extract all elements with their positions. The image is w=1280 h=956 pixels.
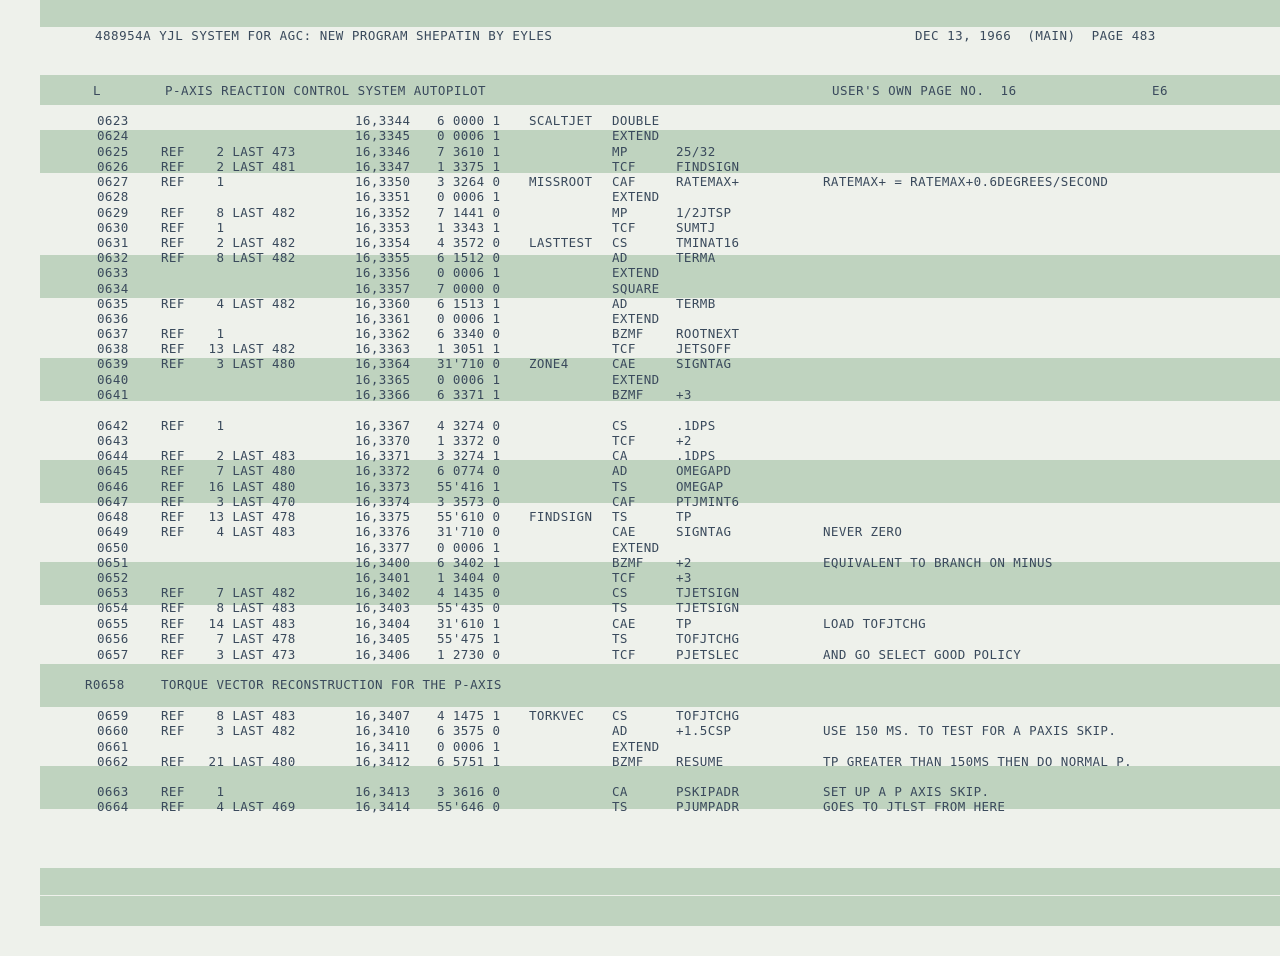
line-n: 0628 bbox=[97, 189, 129, 204]
line-op: TCF bbox=[612, 159, 636, 174]
line-n: 0642 bbox=[97, 418, 129, 433]
line-oct: 55'646 0 bbox=[437, 799, 501, 814]
line-op: EXTEND bbox=[612, 540, 660, 555]
line-loc: 16,3347 bbox=[355, 159, 411, 174]
listing-line bbox=[40, 494, 1240, 509]
line-addr: +3 bbox=[676, 387, 692, 402]
line-n: 0639 bbox=[97, 356, 129, 371]
line-loc: 16,3401 bbox=[355, 570, 411, 585]
line-loc: 16,3370 bbox=[355, 433, 411, 448]
line-n: 0624 bbox=[97, 128, 129, 143]
line-addr: RATEMAX+ bbox=[676, 174, 740, 189]
listing-line bbox=[40, 311, 1240, 326]
line-ref: REF 16 LAST 480 bbox=[161, 479, 296, 494]
listing-line bbox=[40, 509, 1240, 524]
line-addr: PSKIPADR bbox=[676, 784, 740, 799]
line-comment: USE 150 MS. TO TEST FOR A PAXIS SKIP. bbox=[823, 723, 1117, 738]
listing-line bbox=[40, 600, 1240, 615]
line-oct: 7 3610 1 bbox=[437, 144, 501, 159]
listing-line bbox=[40, 708, 1240, 723]
listing-line bbox=[40, 372, 1240, 387]
line-op: CA bbox=[612, 448, 628, 463]
line-n: 0641 bbox=[97, 387, 129, 402]
line-addr: TERMA bbox=[676, 250, 716, 265]
line-ref: REF 3 LAST 482 bbox=[161, 723, 296, 738]
line-label: FINDSIGN bbox=[529, 509, 593, 524]
line-op: CAE bbox=[612, 616, 636, 631]
line-op: TS bbox=[612, 631, 628, 646]
line-oct: 4 3572 0 bbox=[437, 235, 501, 250]
line-oct: 1 3051 1 bbox=[437, 341, 501, 356]
line-op: TCF bbox=[612, 433, 636, 448]
line-ref: REF 21 LAST 480 bbox=[161, 754, 296, 769]
line-oct: 0 0006 1 bbox=[437, 311, 501, 326]
line-oct: 0 0006 1 bbox=[437, 189, 501, 204]
line-n: 0654 bbox=[97, 600, 129, 615]
line-n: 0625 bbox=[97, 144, 129, 159]
line-loc: 16,3376 bbox=[355, 524, 411, 539]
line-loc: 16,3405 bbox=[355, 631, 411, 646]
listing-line bbox=[40, 205, 1240, 220]
line-op: SQUARE bbox=[612, 281, 660, 296]
line-op: CA bbox=[612, 784, 628, 799]
line-oct: 3 3274 1 bbox=[437, 448, 501, 463]
line-op: AD bbox=[612, 723, 628, 738]
listing-page bbox=[40, 0, 1280, 956]
line-addr: TERMB bbox=[676, 296, 716, 311]
line-n: 0649 bbox=[97, 524, 129, 539]
line-op: BZMF bbox=[612, 754, 644, 769]
line-loc: 16,3361 bbox=[355, 311, 411, 326]
line-loc: 16,3344 bbox=[355, 113, 411, 128]
line-loc: 16,3403 bbox=[355, 600, 411, 615]
line-n: 0634 bbox=[97, 281, 129, 296]
listing-line bbox=[40, 144, 1240, 159]
line-n: 0647 bbox=[97, 494, 129, 509]
line-addr: TOFJTCHG bbox=[676, 708, 740, 723]
listing-line bbox=[40, 128, 1240, 143]
listing-line bbox=[40, 784, 1240, 799]
listing-line bbox=[40, 159, 1240, 174]
line-op: CAE bbox=[612, 524, 636, 539]
line-addr: SUMTJ bbox=[676, 220, 716, 235]
line-oct: 4 1435 0 bbox=[437, 585, 501, 600]
page-header-right: DEC 13, 1966 (MAIN) PAGE 483 bbox=[915, 28, 1156, 43]
line-n: 0623 bbox=[97, 113, 129, 128]
line-n: 0664 bbox=[97, 799, 129, 814]
line-addr: RESUME bbox=[676, 754, 724, 769]
line-op: EXTEND bbox=[612, 128, 660, 143]
line-ref: REF 8 LAST 483 bbox=[161, 600, 296, 615]
line-op: BZMF bbox=[612, 326, 644, 341]
line-label: TORKVEC bbox=[529, 708, 585, 723]
line-op: DOUBLE bbox=[612, 113, 660, 128]
line-oct: 0 0006 1 bbox=[437, 265, 501, 280]
line-oct: 6 5751 1 bbox=[437, 754, 501, 769]
user-page-number: USER'S OWN PAGE NO. 16 bbox=[832, 83, 1017, 98]
line-oct: 1 3372 0 bbox=[437, 433, 501, 448]
listing-line bbox=[40, 479, 1240, 494]
listing-line bbox=[40, 433, 1240, 448]
line-n: 0650 bbox=[97, 540, 129, 555]
line-addr: TJETSIGN bbox=[676, 600, 740, 615]
line-addr: .1DPS bbox=[676, 418, 716, 433]
listing-line bbox=[40, 250, 1240, 265]
line-n: 0645 bbox=[97, 463, 129, 478]
line-loc: 16,3350 bbox=[355, 174, 411, 189]
line-ref: REF 4 LAST 483 bbox=[161, 524, 296, 539]
line-loc: 16,3366 bbox=[355, 387, 411, 402]
line-label: MISSROOT bbox=[529, 174, 593, 189]
line-loc: 16,3373 bbox=[355, 479, 411, 494]
line-loc: 16,3414 bbox=[355, 799, 411, 814]
listing-line bbox=[40, 585, 1240, 600]
line-loc: 16,3406 bbox=[355, 647, 411, 662]
line-n: 0662 bbox=[97, 754, 129, 769]
line-loc: 16,3356 bbox=[355, 265, 411, 280]
line-n: 0640 bbox=[97, 372, 129, 387]
line-oct: 6 0000 1 bbox=[437, 113, 501, 128]
listing-line bbox=[40, 524, 1240, 539]
line-ref: REF 4 LAST 482 bbox=[161, 296, 296, 311]
line-ref: REF 3 LAST 473 bbox=[161, 647, 296, 662]
line-n: 0656 bbox=[97, 631, 129, 646]
line-addr: TP bbox=[676, 616, 692, 631]
listing-line bbox=[40, 555, 1240, 570]
greenbar-band bbox=[40, 868, 1280, 895]
listing-line bbox=[40, 631, 1240, 646]
line-ref: REF 1 bbox=[161, 326, 225, 341]
line-ref: REF 8 LAST 482 bbox=[161, 250, 296, 265]
line-addr: +3 bbox=[676, 570, 692, 585]
line-op: CS bbox=[612, 708, 628, 723]
line-ref: REF 8 LAST 482 bbox=[161, 205, 296, 220]
line-ref: REF 1 bbox=[161, 174, 225, 189]
listing-line bbox=[40, 723, 1240, 738]
line-oct: 7 1441 0 bbox=[437, 205, 501, 220]
line-addr: OMEGAP bbox=[676, 479, 724, 494]
line-loc: 16,3412 bbox=[355, 754, 411, 769]
line-op: BZMF bbox=[612, 555, 644, 570]
line-op: MP bbox=[612, 144, 628, 159]
line-oct: 6 0774 0 bbox=[437, 463, 501, 478]
line-op: MP bbox=[612, 205, 628, 220]
line-addr: SIGNTAG bbox=[676, 356, 732, 371]
listing-line bbox=[40, 220, 1240, 235]
listing-line bbox=[40, 189, 1240, 204]
line-op: CS bbox=[612, 585, 628, 600]
line-op: BZMF bbox=[612, 387, 644, 402]
line-loc: 16,3345 bbox=[355, 128, 411, 143]
line-ref: REF 13 LAST 478 bbox=[161, 509, 296, 524]
line-comment: NEVER ZERO bbox=[823, 524, 903, 539]
line-n: 0636 bbox=[97, 311, 129, 326]
line-loc: 16,3365 bbox=[355, 372, 411, 387]
line-ref: REF 3 LAST 480 bbox=[161, 356, 296, 371]
line-comment: GOES TO JTLST FROM HERE bbox=[823, 799, 1006, 814]
line-ref: REF 14 LAST 483 bbox=[161, 616, 296, 631]
line-label: LASTTEST bbox=[529, 235, 593, 250]
line-loc: 16,3360 bbox=[355, 296, 411, 311]
line-loc: 16,3362 bbox=[355, 326, 411, 341]
line-ref: REF 3 LAST 470 bbox=[161, 494, 296, 509]
line-oct: 6 1513 1 bbox=[437, 296, 501, 311]
line-n: 0653 bbox=[97, 585, 129, 600]
line-addr: PJETSLEC bbox=[676, 647, 740, 662]
line-ref: REF 2 LAST 473 bbox=[161, 144, 296, 159]
line-oct: 7 0000 0 bbox=[437, 281, 501, 296]
line-oct: 55'416 1 bbox=[437, 479, 501, 494]
line-op: TCF bbox=[612, 570, 636, 585]
line-addr: 1/2JTSP bbox=[676, 205, 732, 220]
line-n: 0644 bbox=[97, 448, 129, 463]
line-n: 0663 bbox=[97, 784, 129, 799]
line-loc: 16,3351 bbox=[355, 189, 411, 204]
line-n: 0655 bbox=[97, 616, 129, 631]
line-ref: TORQUE VECTOR RECONSTRUCTION FOR THE P-AXIS bbox=[161, 677, 502, 692]
line-op: EXTEND bbox=[612, 372, 660, 387]
line-ref: REF 1 bbox=[161, 220, 225, 235]
line-n: 0629 bbox=[97, 205, 129, 220]
line-loc: 16,3374 bbox=[355, 494, 411, 509]
line-oct: 1 3343 1 bbox=[437, 220, 501, 235]
line-ref: REF 7 LAST 478 bbox=[161, 631, 296, 646]
line-comment: EQUIVALENT TO BRANCH ON MINUS bbox=[823, 555, 1053, 570]
line-comment: SET UP A P AXIS SKIP. bbox=[823, 784, 990, 799]
line-oct: 4 1475 1 bbox=[437, 708, 501, 723]
line-n: 0648 bbox=[97, 509, 129, 524]
section-title: P-AXIS REACTION CONTROL SYSTEM AUTOPILOT bbox=[165, 83, 487, 98]
listing-line bbox=[40, 418, 1240, 433]
listing-line bbox=[40, 296, 1240, 311]
line-ref: REF 4 LAST 469 bbox=[161, 799, 296, 814]
line-oct: 1 2730 0 bbox=[437, 647, 501, 662]
section-tag: L bbox=[93, 83, 102, 98]
line-oct: 6 1512 0 bbox=[437, 250, 501, 265]
line-ref: REF 2 LAST 483 bbox=[161, 448, 296, 463]
line-op: CAE bbox=[612, 356, 636, 371]
line-loc: 16,3407 bbox=[355, 708, 411, 723]
line-loc: 16,3367 bbox=[355, 418, 411, 433]
line-loc: 16,3411 bbox=[355, 739, 411, 754]
line-loc: 16,3364 bbox=[355, 356, 411, 371]
line-loc: 16,3352 bbox=[355, 205, 411, 220]
line-op: AD bbox=[612, 296, 628, 311]
line-oct: 31'710 0 bbox=[437, 356, 501, 371]
line-op: AD bbox=[612, 463, 628, 478]
listing-line bbox=[40, 265, 1240, 280]
line-oct: 55'435 0 bbox=[437, 600, 501, 615]
line-oct: 3 3573 0 bbox=[437, 494, 501, 509]
line-ref: REF 8 LAST 483 bbox=[161, 708, 296, 723]
line-oct: 0 0006 1 bbox=[437, 540, 501, 555]
line-addr: +2 bbox=[676, 433, 692, 448]
line-n: 0651 bbox=[97, 555, 129, 570]
line-addr: OMEGAPD bbox=[676, 463, 732, 478]
listing-line bbox=[40, 739, 1240, 754]
line-op: AD bbox=[612, 250, 628, 265]
line-n: 0627 bbox=[97, 174, 129, 189]
line-op: CAF bbox=[612, 174, 636, 189]
line-n: 0626 bbox=[97, 159, 129, 174]
line-n: 0661 bbox=[97, 739, 129, 754]
listing-line bbox=[40, 281, 1240, 296]
line-ref: REF 1 bbox=[161, 418, 225, 433]
line-loc: 16,3375 bbox=[355, 509, 411, 524]
line-n: 0630 bbox=[97, 220, 129, 235]
line-n: 0652 bbox=[97, 570, 129, 585]
listing-line bbox=[40, 356, 1240, 371]
line-comment: AND GO SELECT GOOD POLICY bbox=[823, 647, 1022, 662]
line-comment: LOAD TOFJTCHG bbox=[823, 616, 927, 631]
line-n: 0631 bbox=[97, 235, 129, 250]
line-op: TCF bbox=[612, 647, 636, 662]
greenbar-band bbox=[40, 0, 1280, 27]
line-addr: TMINAT16 bbox=[676, 235, 740, 250]
line-oct: 4 3274 0 bbox=[437, 418, 501, 433]
line-op: TS bbox=[612, 479, 628, 494]
line-op: EXTEND bbox=[612, 265, 660, 280]
greenbar-band bbox=[40, 896, 1280, 926]
line-loc: 16,3346 bbox=[355, 144, 411, 159]
listing-line bbox=[40, 387, 1240, 402]
line-n: R0658 bbox=[85, 677, 125, 692]
line-comment: RATEMAX+ = RATEMAX+0.6DEGREES/SECOND bbox=[823, 174, 1109, 189]
line-n: 0657 bbox=[97, 647, 129, 662]
line-n: 0646 bbox=[97, 479, 129, 494]
page-header-left: 488954A YJL SYSTEM FOR AGC: NEW PROGRAM SHEPATIN BY EYLES bbox=[95, 28, 553, 43]
line-loc: 16,3410 bbox=[355, 723, 411, 738]
line-comment: TP GREATER THAN 150MS THEN DO NORMAL P. bbox=[823, 754, 1133, 769]
line-oct: 6 3371 1 bbox=[437, 387, 501, 402]
line-ref: REF 1 bbox=[161, 784, 225, 799]
line-loc: 16,3371 bbox=[355, 448, 411, 463]
listing-line bbox=[40, 799, 1240, 814]
listing-line bbox=[40, 647, 1240, 662]
listing-line bbox=[40, 235, 1240, 250]
listing-line bbox=[40, 616, 1240, 631]
line-addr: 25/32 bbox=[676, 144, 716, 159]
line-op: EXTEND bbox=[612, 739, 660, 754]
line-oct: 1 3375 1 bbox=[437, 159, 501, 174]
line-addr: PTJMINT6 bbox=[676, 494, 740, 509]
line-loc: 16,3357 bbox=[355, 281, 411, 296]
line-ref: REF 2 LAST 481 bbox=[161, 159, 296, 174]
listing-line bbox=[40, 341, 1240, 356]
line-ref: REF 2 LAST 482 bbox=[161, 235, 296, 250]
line-n: 0635 bbox=[97, 296, 129, 311]
section-code: E6 bbox=[1152, 83, 1169, 98]
line-addr: +1.5CSP bbox=[676, 723, 732, 738]
line-addr: JETSOFF bbox=[676, 341, 732, 356]
line-op: TS bbox=[612, 799, 628, 814]
listing-line bbox=[40, 570, 1240, 585]
line-loc: 16,3400 bbox=[355, 555, 411, 570]
listing-line bbox=[40, 326, 1240, 341]
line-loc: 16,3353 bbox=[355, 220, 411, 235]
line-ref: REF 13 LAST 482 bbox=[161, 341, 296, 356]
line-addr: TOFJTCHG bbox=[676, 631, 740, 646]
line-label: ZONE4 bbox=[529, 356, 569, 371]
listing-line bbox=[40, 754, 1240, 769]
line-n: 0633 bbox=[97, 265, 129, 280]
listing-line bbox=[40, 113, 1240, 128]
line-op: TS bbox=[612, 509, 628, 524]
line-oct: 1 3404 0 bbox=[437, 570, 501, 585]
line-loc: 16,3372 bbox=[355, 463, 411, 478]
line-op: CS bbox=[612, 418, 628, 433]
line-oct: 55'610 0 bbox=[437, 509, 501, 524]
listing-line bbox=[40, 448, 1240, 463]
line-op: CS bbox=[612, 235, 628, 250]
line-op: EXTEND bbox=[612, 189, 660, 204]
line-op: EXTEND bbox=[612, 311, 660, 326]
line-oct: 3 3616 0 bbox=[437, 784, 501, 799]
line-addr: ROOTNEXT bbox=[676, 326, 740, 341]
line-op: TS bbox=[612, 600, 628, 615]
line-oct: 0 0006 1 bbox=[437, 739, 501, 754]
line-oct: 31'710 0 bbox=[437, 524, 501, 539]
line-loc: 16,3355 bbox=[355, 250, 411, 265]
line-n: 0659 bbox=[97, 708, 129, 723]
line-addr: TJETSIGN bbox=[676, 585, 740, 600]
line-oct: 31'610 1 bbox=[437, 616, 501, 631]
line-n: 0660 bbox=[97, 723, 129, 738]
listing-line bbox=[40, 174, 1240, 189]
line-n: 0632 bbox=[97, 250, 129, 265]
listing-line bbox=[40, 463, 1240, 478]
line-oct: 6 3402 1 bbox=[437, 555, 501, 570]
line-oct: 3 3264 0 bbox=[437, 174, 501, 189]
line-addr: .1DPS bbox=[676, 448, 716, 463]
line-loc: 16,3404 bbox=[355, 616, 411, 631]
line-op: CAF bbox=[612, 494, 636, 509]
line-addr: +2 bbox=[676, 555, 692, 570]
line-n: 0637 bbox=[97, 326, 129, 341]
line-ref: REF 7 LAST 482 bbox=[161, 585, 296, 600]
listing-line bbox=[40, 677, 1240, 692]
line-addr: PJUMPADR bbox=[676, 799, 740, 814]
line-oct: 0 0006 1 bbox=[437, 372, 501, 387]
line-addr: SIGNTAG bbox=[676, 524, 732, 539]
line-oct: 6 3575 0 bbox=[437, 723, 501, 738]
line-n: 0638 bbox=[97, 341, 129, 356]
line-n: 0643 bbox=[97, 433, 129, 448]
line-addr: FINDSIGN bbox=[676, 159, 740, 174]
line-loc: 16,3354 bbox=[355, 235, 411, 250]
line-op: TCF bbox=[612, 341, 636, 356]
line-loc: 16,3413 bbox=[355, 784, 411, 799]
listing-line bbox=[40, 540, 1240, 555]
line-loc: 16,3402 bbox=[355, 585, 411, 600]
line-op: TCF bbox=[612, 220, 636, 235]
line-label: SCALTJET bbox=[529, 113, 593, 128]
line-loc: 16,3363 bbox=[355, 341, 411, 356]
line-oct: 0 0006 1 bbox=[437, 128, 501, 143]
line-addr: TP bbox=[676, 509, 692, 524]
line-oct: 55'475 1 bbox=[437, 631, 501, 646]
line-oct: 6 3340 0 bbox=[437, 326, 501, 341]
line-ref: REF 7 LAST 480 bbox=[161, 463, 296, 478]
line-loc: 16,3377 bbox=[355, 540, 411, 555]
